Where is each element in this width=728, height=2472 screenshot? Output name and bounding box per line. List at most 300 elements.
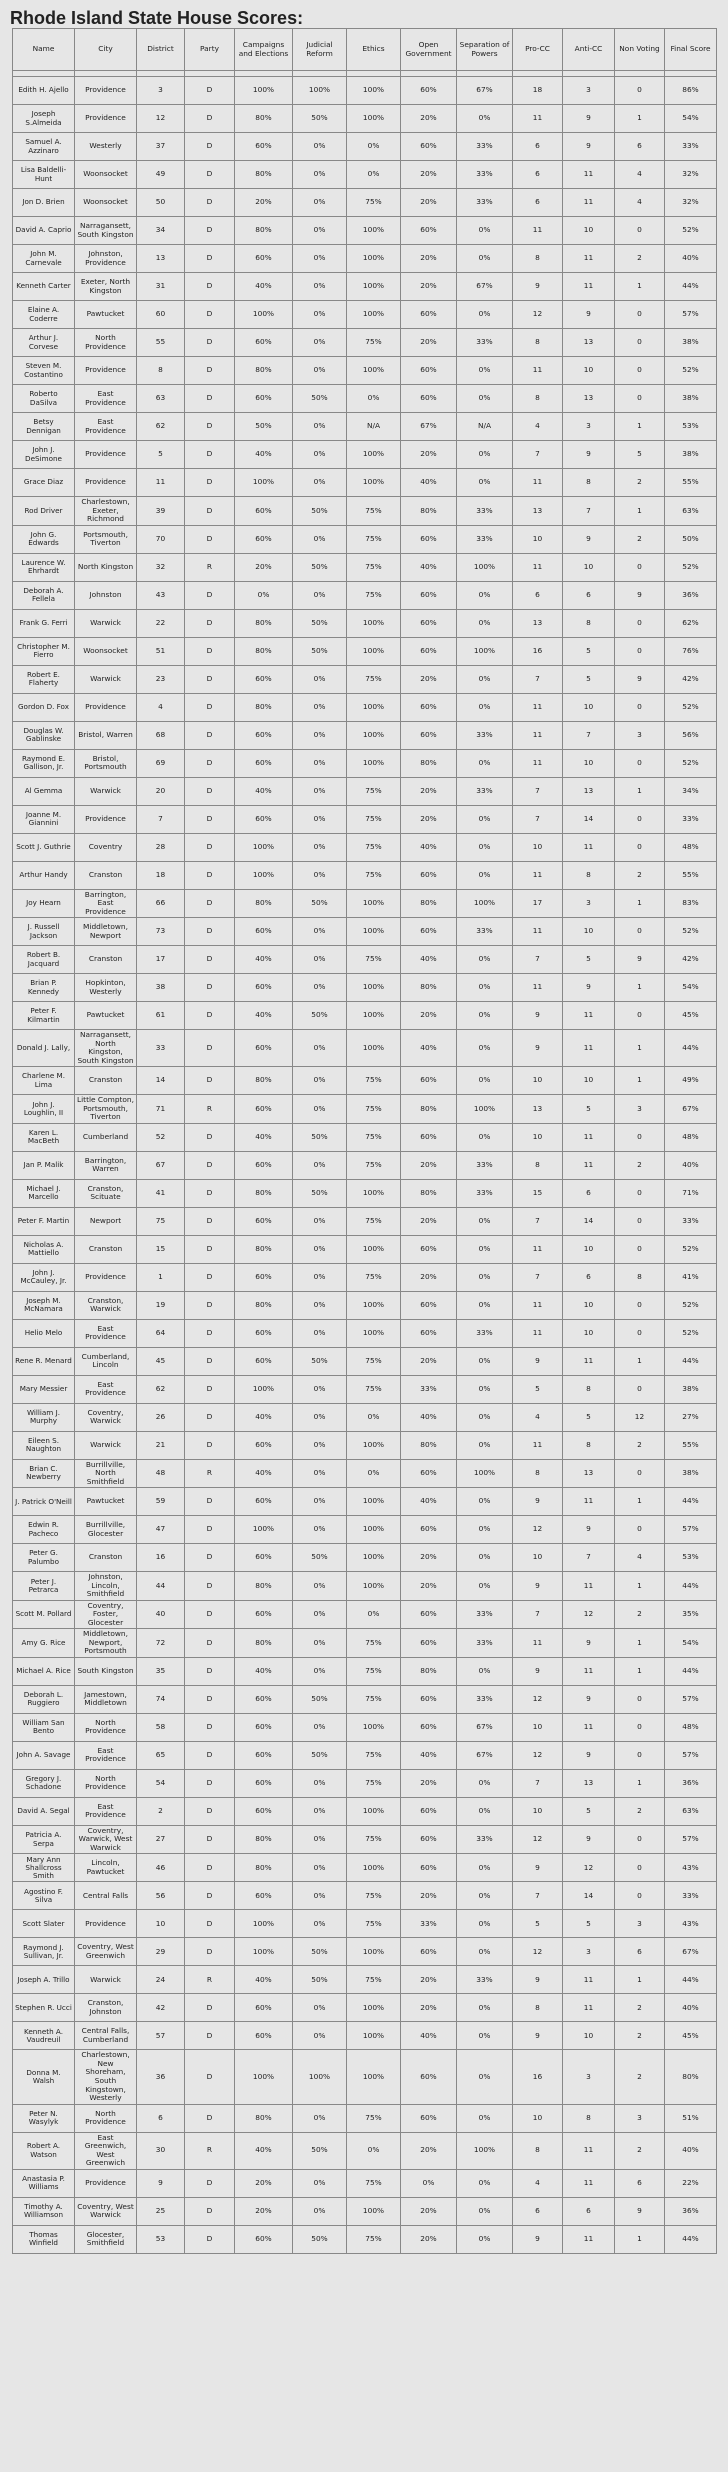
open-government-cell: 80% [401, 1095, 457, 1124]
ethics-cell: 100% [347, 1572, 401, 1601]
final-score-cell: 35% [665, 1600, 717, 1629]
non-voting-cell: 1 [615, 1488, 665, 1516]
ethics-cell: 75% [347, 1207, 401, 1235]
campaigns-cell: 80% [235, 637, 293, 665]
judicial-cell: 0% [293, 833, 347, 861]
ethics-cell: 100% [347, 245, 401, 273]
city-cell: Newport [75, 1207, 137, 1235]
separation-cell: 0% [457, 441, 513, 469]
name-cell: Scott M. Pollard [13, 1600, 75, 1629]
party-cell: D [185, 889, 235, 918]
district-cell: 3 [137, 77, 185, 105]
pro-cc-cell: 10 [513, 1123, 563, 1151]
separation-cell: 0% [457, 1769, 513, 1797]
table-row [13, 217, 717, 245]
open-government-cell: 60% [401, 217, 457, 245]
final-score-cell: 63% [665, 497, 717, 526]
name-cell: Peter J. Petrarca [13, 1572, 75, 1601]
name-cell: Elaine A. Coderre [13, 301, 75, 329]
anti-cc-cell: 7 [563, 721, 615, 749]
district-cell: 26 [137, 1403, 185, 1431]
ethics-cell: 100% [347, 889, 401, 918]
ethics-cell: 100% [347, 1516, 401, 1544]
district-cell: 23 [137, 665, 185, 693]
anti-cc-cell: 11 [563, 245, 615, 273]
final-score-cell: 33% [665, 1882, 717, 1910]
anti-cc-cell: 6 [563, 581, 615, 609]
name-cell: Roberto DaSilva [13, 385, 75, 413]
open-government-cell: 60% [401, 1854, 457, 1882]
non-voting-cell: 0 [615, 1207, 665, 1235]
campaigns-cell: 100% [235, 77, 293, 105]
judicial-cell: 50% [293, 2132, 347, 2169]
ethics-cell: 100% [347, 357, 401, 385]
ethics-cell: 75% [347, 1966, 401, 1994]
pro-cc-cell: 11 [513, 693, 563, 721]
anti-cc-cell: 9 [563, 1825, 615, 1854]
open-government-cell: 20% [401, 1966, 457, 1994]
ethics-cell: 75% [347, 329, 401, 357]
final-score-cell: 38% [665, 1375, 717, 1403]
final-score-cell: 44% [665, 1030, 717, 1067]
city-cell: Jamestown, Middletown [75, 1685, 137, 1713]
city-cell: Charlestown, New Shoreham, South Kingstown, Westerly [75, 2050, 137, 2104]
city-cell: Cranston [75, 946, 137, 974]
name-cell: Agostino F. Silva [13, 1882, 75, 1910]
open-government-cell: 20% [401, 665, 457, 693]
open-government-cell: 60% [401, 1713, 457, 1741]
district-cell: 51 [137, 637, 185, 665]
table-row [13, 1797, 717, 1825]
open-government-cell: 20% [401, 245, 457, 273]
party-cell: D [185, 1910, 235, 1938]
anti-cc-cell: 10 [563, 749, 615, 777]
non-voting-cell: 9 [615, 2197, 665, 2225]
party-cell: D [185, 1544, 235, 1572]
pro-cc-cell: 9 [513, 2022, 563, 2050]
judicial-cell: 50% [293, 105, 347, 133]
judicial-cell: 0% [293, 2197, 347, 2225]
party-cell: D [185, 1629, 235, 1658]
final-score-cell: 76% [665, 637, 717, 665]
open-government-cell: 60% [401, 1459, 457, 1488]
campaigns-cell: 60% [235, 497, 293, 526]
name-cell: Robert A. Watson [13, 2132, 75, 2169]
separation-cell: 67% [457, 1713, 513, 1741]
ethics-cell: 100% [347, 918, 401, 946]
district-cell: 46 [137, 1854, 185, 1882]
table-row [13, 1825, 717, 1854]
campaigns-cell: 40% [235, 2132, 293, 2169]
ethics-cell: 0% [347, 385, 401, 413]
city-cell: Little Compton, Portsmouth, Tiverton [75, 1095, 137, 1124]
separation-cell: 0% [457, 301, 513, 329]
column-header: Campaigns and Elections [235, 29, 293, 71]
judicial-cell: 0% [293, 161, 347, 189]
name-cell: David A. Caprio [13, 217, 75, 245]
district-cell: 56 [137, 1882, 185, 1910]
anti-cc-cell: 8 [563, 1431, 615, 1459]
non-voting-cell: 1 [615, 1347, 665, 1375]
final-score-cell: 33% [665, 805, 717, 833]
name-cell: Douglas W. Gablinske [13, 721, 75, 749]
city-cell: Narragansett, North Kingston, South Kingston [75, 1030, 137, 1067]
name-cell: Joanne M. Giannini [13, 805, 75, 833]
district-cell: 45 [137, 1347, 185, 1375]
column-header: District [137, 29, 185, 71]
separation-cell: 67% [457, 273, 513, 301]
open-government-cell: 60% [401, 1235, 457, 1263]
pro-cc-cell: 9 [513, 273, 563, 301]
district-cell: 17 [137, 946, 185, 974]
campaigns-cell: 60% [235, 1600, 293, 1629]
campaigns-cell: 100% [235, 1938, 293, 1966]
non-voting-cell: 1 [615, 1657, 665, 1685]
anti-cc-cell: 8 [563, 609, 615, 637]
separation-cell: 0% [457, 2225, 513, 2253]
final-score-cell: 55% [665, 861, 717, 889]
separation-cell: 0% [457, 2104, 513, 2132]
final-score-cell: 40% [665, 1151, 717, 1179]
campaigns-cell: 60% [235, 1769, 293, 1797]
district-cell: 44 [137, 1572, 185, 1601]
city-cell: Providence [75, 805, 137, 833]
city-cell: Providence [75, 357, 137, 385]
campaigns-cell: 60% [235, 2022, 293, 2050]
final-score-cell: 43% [665, 1910, 717, 1938]
district-cell: 74 [137, 1685, 185, 1713]
final-score-cell: 52% [665, 693, 717, 721]
ethics-cell: 75% [347, 1769, 401, 1797]
anti-cc-cell: 13 [563, 1459, 615, 1488]
final-score-cell: 52% [665, 1291, 717, 1319]
table-row [13, 525, 717, 553]
judicial-cell: 0% [293, 1207, 347, 1235]
non-voting-cell: 1 [615, 105, 665, 133]
anti-cc-cell: 8 [563, 2104, 615, 2132]
non-voting-cell: 4 [615, 189, 665, 217]
name-cell: John A. Savage [13, 1741, 75, 1769]
campaigns-cell: 60% [235, 1151, 293, 1179]
separation-cell: 0% [457, 1431, 513, 1459]
name-cell: Robert E. Flaherty [13, 665, 75, 693]
anti-cc-cell: 11 [563, 1713, 615, 1741]
campaigns-cell: 60% [235, 1882, 293, 1910]
final-score-cell: 44% [665, 273, 717, 301]
party-cell: D [185, 693, 235, 721]
table-row [13, 497, 717, 526]
judicial-cell: 0% [293, 1151, 347, 1179]
campaigns-cell: 60% [235, 974, 293, 1002]
separation-cell: 0% [457, 1002, 513, 1030]
judicial-cell: 0% [293, 1797, 347, 1825]
campaigns-cell: 40% [235, 1123, 293, 1151]
separation-cell: 67% [457, 1741, 513, 1769]
table-row [13, 918, 717, 946]
separation-cell: 100% [457, 637, 513, 665]
final-score-cell: 45% [665, 2022, 717, 2050]
judicial-cell: 0% [293, 861, 347, 889]
open-government-cell: 60% [401, 525, 457, 553]
final-score-cell: 57% [665, 1516, 717, 1544]
open-government-cell: 40% [401, 833, 457, 861]
name-cell: David A. Segal [13, 1797, 75, 1825]
anti-cc-cell: 13 [563, 777, 615, 805]
open-government-cell: 40% [401, 1403, 457, 1431]
final-score-cell: 52% [665, 749, 717, 777]
campaigns-cell: 80% [235, 357, 293, 385]
anti-cc-cell: 11 [563, 1966, 615, 1994]
pro-cc-cell: 8 [513, 329, 563, 357]
pro-cc-cell: 4 [513, 1403, 563, 1431]
open-government-cell: 60% [401, 2050, 457, 2104]
city-cell: Narragansett, South Kingston [75, 217, 137, 245]
pro-cc-cell: 11 [513, 861, 563, 889]
table-row [13, 2197, 717, 2225]
non-voting-cell: 3 [615, 2104, 665, 2132]
separation-cell: 0% [457, 1123, 513, 1151]
district-cell: 24 [137, 1966, 185, 1994]
open-government-cell: 80% [401, 1179, 457, 1207]
separation-cell: 0% [457, 1994, 513, 2022]
party-cell: D [185, 1994, 235, 2022]
party-cell: D [185, 189, 235, 217]
district-cell: 33 [137, 1030, 185, 1067]
anti-cc-cell: 11 [563, 189, 615, 217]
table-row [13, 889, 717, 918]
pro-cc-cell: 11 [513, 1431, 563, 1459]
column-header: Anti-CC [563, 29, 615, 71]
non-voting-cell: 0 [615, 1882, 665, 1910]
pro-cc-cell: 12 [513, 1825, 563, 1854]
ethics-cell: 75% [347, 861, 401, 889]
district-cell: 36 [137, 2050, 185, 2104]
pro-cc-cell: 5 [513, 1375, 563, 1403]
table-row [13, 581, 717, 609]
final-score-cell: 48% [665, 1713, 717, 1741]
name-cell: Joy Hearn [13, 889, 75, 918]
final-score-cell: 42% [665, 946, 717, 974]
campaigns-cell: 60% [235, 1544, 293, 1572]
open-government-cell: 80% [401, 974, 457, 1002]
campaigns-cell: 60% [235, 1797, 293, 1825]
district-cell: 43 [137, 581, 185, 609]
anti-cc-cell: 13 [563, 385, 615, 413]
final-score-cell: 49% [665, 1067, 717, 1095]
non-voting-cell: 9 [615, 665, 665, 693]
district-cell: 4 [137, 693, 185, 721]
name-cell: Scott J. Guthrie [13, 833, 75, 861]
anti-cc-cell: 10 [563, 693, 615, 721]
ethics-cell: 100% [347, 1713, 401, 1741]
party-cell: R [185, 1966, 235, 1994]
final-score-cell: 53% [665, 413, 717, 441]
campaigns-cell: 60% [235, 133, 293, 161]
name-cell: Stephen R. Ucci [13, 1994, 75, 2022]
anti-cc-cell: 7 [563, 1544, 615, 1572]
non-voting-cell: 0 [615, 1235, 665, 1263]
non-voting-cell: 2 [615, 2022, 665, 2050]
ethics-cell: 100% [347, 1179, 401, 1207]
city-cell: Cranston [75, 1235, 137, 1263]
separation-cell: 0% [457, 469, 513, 497]
ethics-cell: 100% [347, 721, 401, 749]
separation-cell: 0% [457, 357, 513, 385]
campaigns-cell: 60% [235, 1741, 293, 1769]
judicial-cell: 50% [293, 1685, 347, 1713]
anti-cc-cell: 9 [563, 1516, 615, 1544]
ethics-cell: 100% [347, 1797, 401, 1825]
name-cell: Anastasia P. Williams [13, 2169, 75, 2197]
judicial-cell: 50% [293, 1002, 347, 1030]
judicial-cell: 0% [293, 2169, 347, 2197]
column-header: Judicial Reform [293, 29, 347, 71]
final-score-cell: 54% [665, 974, 717, 1002]
party-cell: D [185, 1067, 235, 1095]
table-row [13, 1207, 717, 1235]
final-score-cell: 83% [665, 889, 717, 918]
party-cell: D [185, 1825, 235, 1854]
open-government-cell: 20% [401, 805, 457, 833]
district-cell: 75 [137, 1207, 185, 1235]
city-cell: Cumberland [75, 1123, 137, 1151]
ethics-cell: N/A [347, 413, 401, 441]
campaigns-cell: 0% [235, 581, 293, 609]
judicial-cell: 100% [293, 77, 347, 105]
ethics-cell: 75% [347, 1095, 401, 1124]
city-cell: Cranston, Warwick [75, 1291, 137, 1319]
district-cell: 28 [137, 833, 185, 861]
name-cell: Thomas Winfield [13, 2225, 75, 2253]
separation-cell: 0% [457, 385, 513, 413]
district-cell: 73 [137, 918, 185, 946]
open-government-cell: 60% [401, 1685, 457, 1713]
judicial-cell: 0% [293, 2104, 347, 2132]
open-government-cell: 20% [401, 1207, 457, 1235]
party-cell: D [185, 441, 235, 469]
city-cell: Providence [75, 693, 137, 721]
non-voting-cell: 2 [615, 861, 665, 889]
separation-cell: 0% [457, 805, 513, 833]
open-government-cell: 20% [401, 1572, 457, 1601]
anti-cc-cell: 5 [563, 637, 615, 665]
party-cell: D [185, 1741, 235, 1769]
final-score-cell: 57% [665, 1685, 717, 1713]
non-voting-cell: 4 [615, 1544, 665, 1572]
pro-cc-cell: 8 [513, 385, 563, 413]
city-cell: Middletown, Newport, Portsmouth [75, 1629, 137, 1658]
anti-cc-cell: 10 [563, 1235, 615, 1263]
final-score-cell: 42% [665, 665, 717, 693]
table-row [13, 1629, 717, 1658]
open-government-cell: 60% [401, 1516, 457, 1544]
separation-cell: 0% [457, 2197, 513, 2225]
pro-cc-cell: 9 [513, 1002, 563, 1030]
judicial-cell: 50% [293, 1938, 347, 1966]
final-score-cell: 38% [665, 329, 717, 357]
city-cell: Exeter, North Kingston [75, 273, 137, 301]
campaigns-cell: 80% [235, 1854, 293, 1882]
party-cell: R [185, 1459, 235, 1488]
ethics-cell: 100% [347, 1544, 401, 1572]
table-row [13, 301, 717, 329]
open-government-cell: 20% [401, 777, 457, 805]
party-cell: R [185, 1095, 235, 1124]
judicial-cell: 50% [293, 609, 347, 637]
district-cell: 29 [137, 1938, 185, 1966]
judicial-cell: 0% [293, 2022, 347, 2050]
final-score-cell: 45% [665, 1002, 717, 1030]
party-cell: D [185, 1600, 235, 1629]
campaigns-cell: 60% [235, 1431, 293, 1459]
non-voting-cell: 1 [615, 777, 665, 805]
separation-cell: 0% [457, 1067, 513, 1095]
judicial-cell: 0% [293, 1516, 347, 1544]
table-row [13, 1151, 717, 1179]
district-cell: 2 [137, 1797, 185, 1825]
table-row [13, 1966, 717, 1994]
city-cell: Providence [75, 1263, 137, 1291]
district-cell: 60 [137, 301, 185, 329]
city-cell: North Providence [75, 1769, 137, 1797]
name-cell: Charlene M. Lima [13, 1067, 75, 1095]
city-cell: Coventry, Foster, Glocester [75, 1600, 137, 1629]
separation-cell: 33% [457, 525, 513, 553]
pro-cc-cell: 6 [513, 2197, 563, 2225]
pro-cc-cell: 11 [513, 918, 563, 946]
judicial-cell: 50% [293, 1741, 347, 1769]
ethics-cell: 100% [347, 1488, 401, 1516]
open-government-cell: 60% [401, 1938, 457, 1966]
city-cell: Providence [75, 469, 137, 497]
open-government-cell: 40% [401, 1030, 457, 1067]
table-row [13, 749, 717, 777]
district-cell: 8 [137, 357, 185, 385]
final-score-cell: 55% [665, 469, 717, 497]
ethics-cell: 100% [347, 441, 401, 469]
party-cell: D [185, 105, 235, 133]
campaigns-cell: 40% [235, 441, 293, 469]
name-cell: Lisa Baldelli-Hunt [13, 161, 75, 189]
campaigns-cell: 60% [235, 1263, 293, 1291]
separation-cell: 33% [457, 329, 513, 357]
non-voting-cell: 0 [615, 1179, 665, 1207]
separation-cell: 33% [457, 1319, 513, 1347]
final-score-cell: 57% [665, 1741, 717, 1769]
campaigns-cell: 60% [235, 1030, 293, 1067]
pro-cc-cell: 11 [513, 357, 563, 385]
table-row [13, 1123, 717, 1151]
name-cell: Peter N. Wasylyk [13, 2104, 75, 2132]
pro-cc-cell: 10 [513, 1544, 563, 1572]
judicial-cell: 0% [293, 721, 347, 749]
ethics-cell: 75% [347, 1263, 401, 1291]
pro-cc-cell: 6 [513, 161, 563, 189]
district-cell: 6 [137, 2104, 185, 2132]
party-cell: D [185, 1797, 235, 1825]
open-government-cell: 40% [401, 2022, 457, 2050]
separation-cell: 33% [457, 1600, 513, 1629]
open-government-cell: 60% [401, 861, 457, 889]
name-cell: Robert B. Jacquard [13, 946, 75, 974]
campaigns-cell: 60% [235, 1207, 293, 1235]
district-cell: 10 [137, 1910, 185, 1938]
pro-cc-cell: 7 [513, 1769, 563, 1797]
district-cell: 14 [137, 1067, 185, 1095]
non-voting-cell: 2 [615, 1600, 665, 1629]
campaigns-cell: 100% [235, 1910, 293, 1938]
final-score-cell: 27% [665, 1403, 717, 1431]
